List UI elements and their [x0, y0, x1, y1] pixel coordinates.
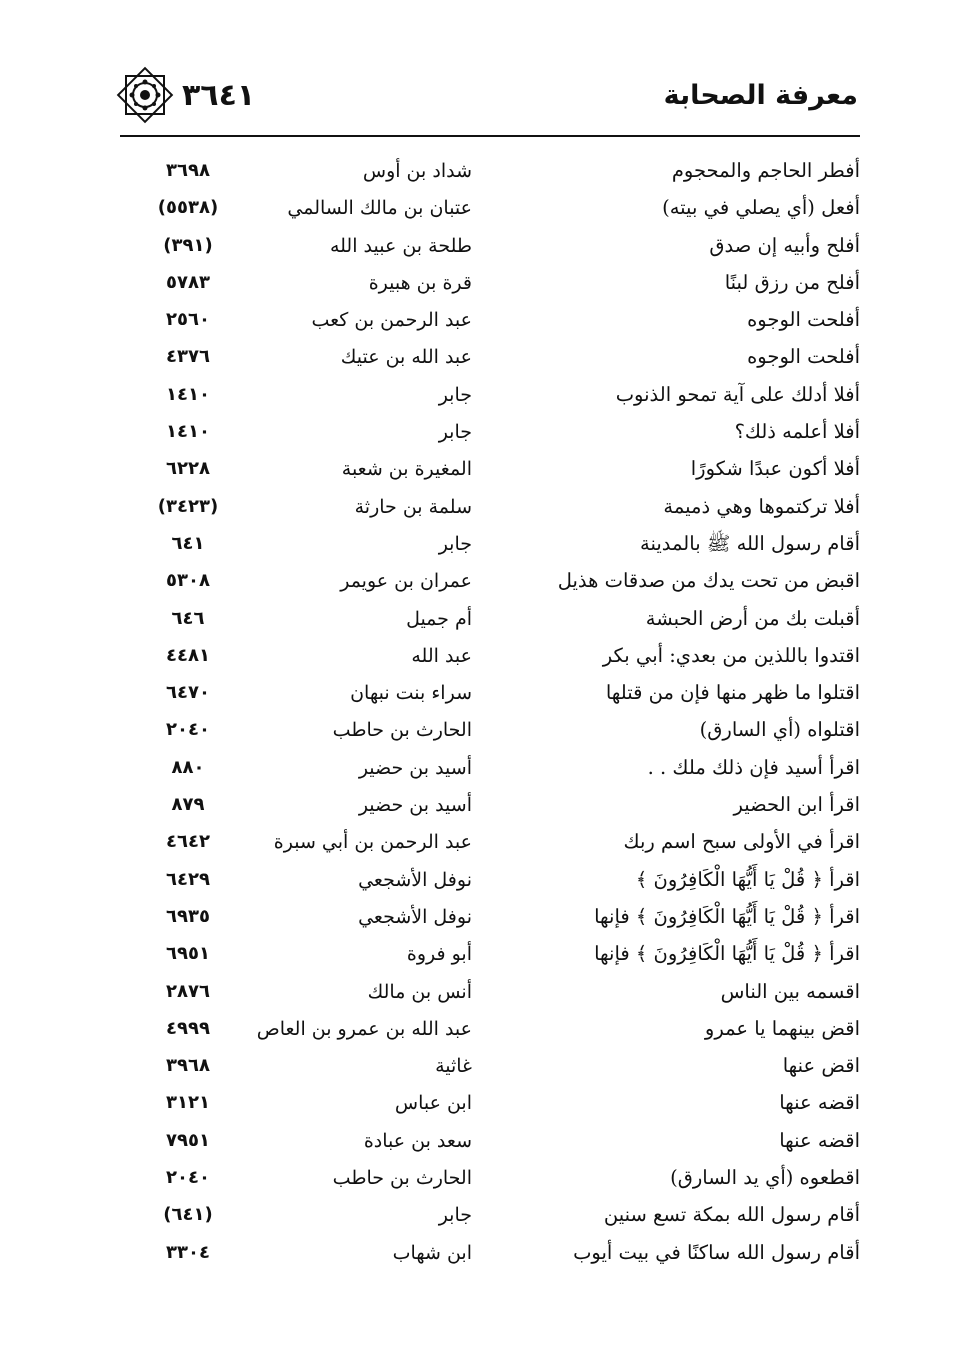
hadith-text: أقام رسول الله بمكة تسع سنين: [603, 1203, 860, 1227]
hadith-text: أفلا أكون عبدًا شكورًا: [690, 457, 860, 481]
hadith-text: أفلا أدلك على آية تمحو الذنوب: [615, 382, 860, 406]
index-row: [0, 788, 962, 825]
index-row: [0, 751, 962, 788]
hadith-number: ٦٩٣٥: [166, 905, 210, 927]
hadith-number: (٣٩١): [163, 234, 213, 256]
narrator-name: قرة بن هبيرة: [368, 271, 472, 294]
hadith-text: أفلحت الوجوه: [747, 345, 860, 369]
hadith-text: اقتلوا ما ظهر منها فإن من قتلها: [605, 681, 860, 705]
narrator-name: شداد بن أوس: [362, 160, 472, 182]
hadith-number: ٣٩٦٨: [166, 1055, 210, 1077]
narrator-name: سلمة بن حارثة: [354, 495, 472, 518]
hadith-text: اقرأ أسيد فإن ذلك ملك . .: [647, 755, 860, 779]
narrator-name: طلحة بن عبيد الله: [329, 234, 472, 257]
index-row: [0, 1086, 962, 1123]
hadith-number: ٥٧٨٣: [166, 271, 210, 293]
hadith-number: ٣٦٩٨: [166, 160, 210, 181]
hadith-number: ٥٣٠٨: [166, 570, 210, 592]
hadith-number: ١٤١٠: [166, 421, 210, 443]
hadith-number: ٦٢٢٨: [166, 458, 210, 480]
index-row: [0, 1236, 962, 1273]
hadith-number: ٤٣٧٦: [166, 346, 210, 368]
hadith-number: ٦٩٥١: [166, 943, 210, 965]
narrator-name: جابر: [438, 532, 472, 555]
narrator-name: عبد الرحمن بن أبي سبرة: [273, 831, 472, 854]
hadith-number: ٦٤٢٩: [166, 868, 210, 890]
hadith-text: اقضه عنها: [779, 1128, 860, 1152]
narrator-name: عتبان بن مالك السالمي: [287, 197, 472, 220]
hadith-text: أفعل (أي يصلي في بيته): [662, 196, 860, 220]
index-row: [0, 1012, 962, 1049]
index-row: [0, 937, 962, 974]
hadith-number: ٢٠٤٠: [166, 719, 210, 741]
hadith-text: أقام رسول الله ﷺ بالمدينة: [640, 531, 860, 555]
narrator-name: ابن شهاب: [392, 1241, 472, 1264]
narrator-name: عبد الرحمن بن كعب: [311, 309, 472, 332]
narrator-name: عبد الله: [411, 644, 472, 667]
index-row: [0, 602, 962, 639]
book-title: معرفة الصحابة: [663, 80, 858, 111]
narrator-name: الحارث بن حاطب: [332, 1167, 472, 1190]
index-row: [0, 266, 962, 303]
header-divider: [120, 135, 860, 137]
narrator-name: غاثية: [435, 1055, 472, 1078]
narrator-name: المغيرة بن شعبة: [341, 458, 472, 481]
hadith-number: ٦٤١: [171, 532, 205, 554]
hadith-text: أفلحت الوجوه: [747, 308, 860, 332]
index-row: [0, 825, 962, 862]
index-row: [0, 378, 962, 415]
hadith-text: اقتلواه (أي السارق): [699, 718, 860, 742]
hadith-text: أفلا تركتموها وهي ذميمة: [663, 494, 860, 518]
narrator-name: أم جميل: [406, 607, 472, 630]
index-row: [0, 527, 962, 564]
star-ornament-icon: [112, 62, 178, 128]
index-row: [0, 1161, 962, 1198]
narrator-name: عبد الله بن عمرو بن العاص: [256, 1017, 472, 1040]
index-row: [0, 303, 962, 340]
index-row: [0, 564, 962, 601]
narrator-name: جابر: [438, 383, 472, 406]
hadith-number: ٨٧٩: [171, 794, 205, 816]
index-row: [0, 229, 962, 266]
index-row: [0, 191, 962, 228]
page-header: [0, 0, 962, 140]
index-row: [0, 340, 962, 377]
index-row: [0, 713, 962, 750]
hadith-number: ٣٣٠٤: [166, 1241, 210, 1263]
narrator-name: أنس بن مالك: [367, 980, 472, 1003]
hadith-text: اقرأ في الأولى سبح اسم ربك: [623, 830, 860, 854]
hadith-text: أفلح من رزق لبنًا: [724, 270, 860, 294]
narrator-name: عبد الله بن عتيك: [340, 346, 472, 369]
hadith-text: أقام رسول الله ساكنًا في بيت أيوب: [573, 1240, 860, 1264]
hadith-text: اقض عنها: [782, 1054, 860, 1078]
index-row: [0, 154, 962, 191]
hadith-text: اقرأ ابن الحضير: [733, 793, 860, 817]
page-number: ٣٦٤١: [182, 78, 256, 113]
hadith-text: أفطر الحاجم والمحجوم: [671, 159, 860, 182]
index-row: [0, 639, 962, 676]
hadith-number: ٤٩٩٩: [166, 1017, 210, 1039]
hadith-text: اقرأ ﴿ قُلْ يَا أَيُّهَا الْكَافِرُونَ ﴾: [635, 867, 860, 891]
hadith-number: ٢٨٧٦: [166, 980, 210, 1002]
hadith-number: (٦٤١): [163, 1204, 213, 1226]
index-row: [0, 1198, 962, 1235]
index-row: [0, 1049, 962, 1086]
narrator-name: الحارث بن حاطب: [332, 719, 472, 742]
index-row: [0, 900, 962, 937]
hadith-number: ٦٤٦: [171, 607, 205, 629]
hadith-text: اقسمه بين الناس: [720, 979, 860, 1003]
narrator-name: جابر: [438, 1204, 472, 1227]
hadith-number: ٢٠٤٠: [166, 1167, 210, 1189]
narrator-name: نوفل الأشجعي: [358, 905, 472, 928]
hadith-number: ٢٥٦٠: [166, 309, 210, 331]
index-row: [0, 490, 962, 527]
hadith-number: (٥٥٣٨): [157, 197, 219, 219]
narrator-name: سعد بن عبادة: [363, 1129, 472, 1152]
hadith-number: ٧٩٥١: [166, 1129, 210, 1151]
hadith-text: اقرأ ﴿ قُلْ يَا أَيُّهَا الْكَافِرُونَ ﴾ فإنها: [594, 904, 860, 928]
hadith-text: اقضه عنها: [779, 1091, 860, 1115]
index-row: [0, 1124, 962, 1161]
index-row: [0, 863, 962, 900]
index-row: [0, 975, 962, 1012]
hadith-text: أفلا أعلمه ذلك؟: [734, 420, 860, 444]
hadith-text: أقبلت بك من أرض الحبشة: [645, 606, 860, 630]
narrator-name: عمران بن عويمر: [340, 570, 472, 593]
narrator-name: أسيد بن حضير: [358, 756, 472, 779]
hadith-text: اقبض من تحت يدك من صدقات هذيل: [557, 569, 860, 593]
hadith-text: اقطعوه (أي يد السارق): [670, 1166, 860, 1190]
narrator-name: أبو فروة: [406, 943, 472, 966]
hadith-number: ٤٦٤٢: [166, 831, 210, 853]
narrator-name: جابر: [438, 421, 472, 444]
narrator-name: أسيد بن حضير: [358, 794, 472, 817]
narrator-name: ابن عباس: [394, 1092, 472, 1115]
hadith-text: اقض بينهما يا عمرو: [704, 1016, 860, 1040]
hadith-number: ١٤١٠: [166, 383, 210, 405]
hadith-number: ٤٤٨١: [166, 644, 210, 666]
hadith-text: اقتدوا باللذين من بعدي: أبي بكر: [602, 643, 860, 667]
index-row: [0, 452, 962, 489]
hadith-number: ٣١٢١: [166, 1092, 210, 1114]
hadith-number: (٣٤٢٣): [157, 495, 219, 517]
hadith-number: ٦٤٧٠: [166, 682, 210, 704]
index-row: [0, 415, 962, 452]
narrator-name: سراء بنت نبهان: [350, 682, 472, 705]
index-row: [0, 676, 962, 713]
narrator-name: نوفل الأشجعي: [358, 868, 472, 891]
hadith-number: ٨٨٠: [171, 756, 205, 778]
hadith-index-list: [0, 154, 962, 1273]
hadith-text: اقرأ ﴿ قُلْ يَا أَيُّهَا الْكَافِرُونَ ﴾ فإنها: [594, 942, 860, 966]
hadith-text: أفلح وأبيه إن صدق: [709, 233, 860, 257]
